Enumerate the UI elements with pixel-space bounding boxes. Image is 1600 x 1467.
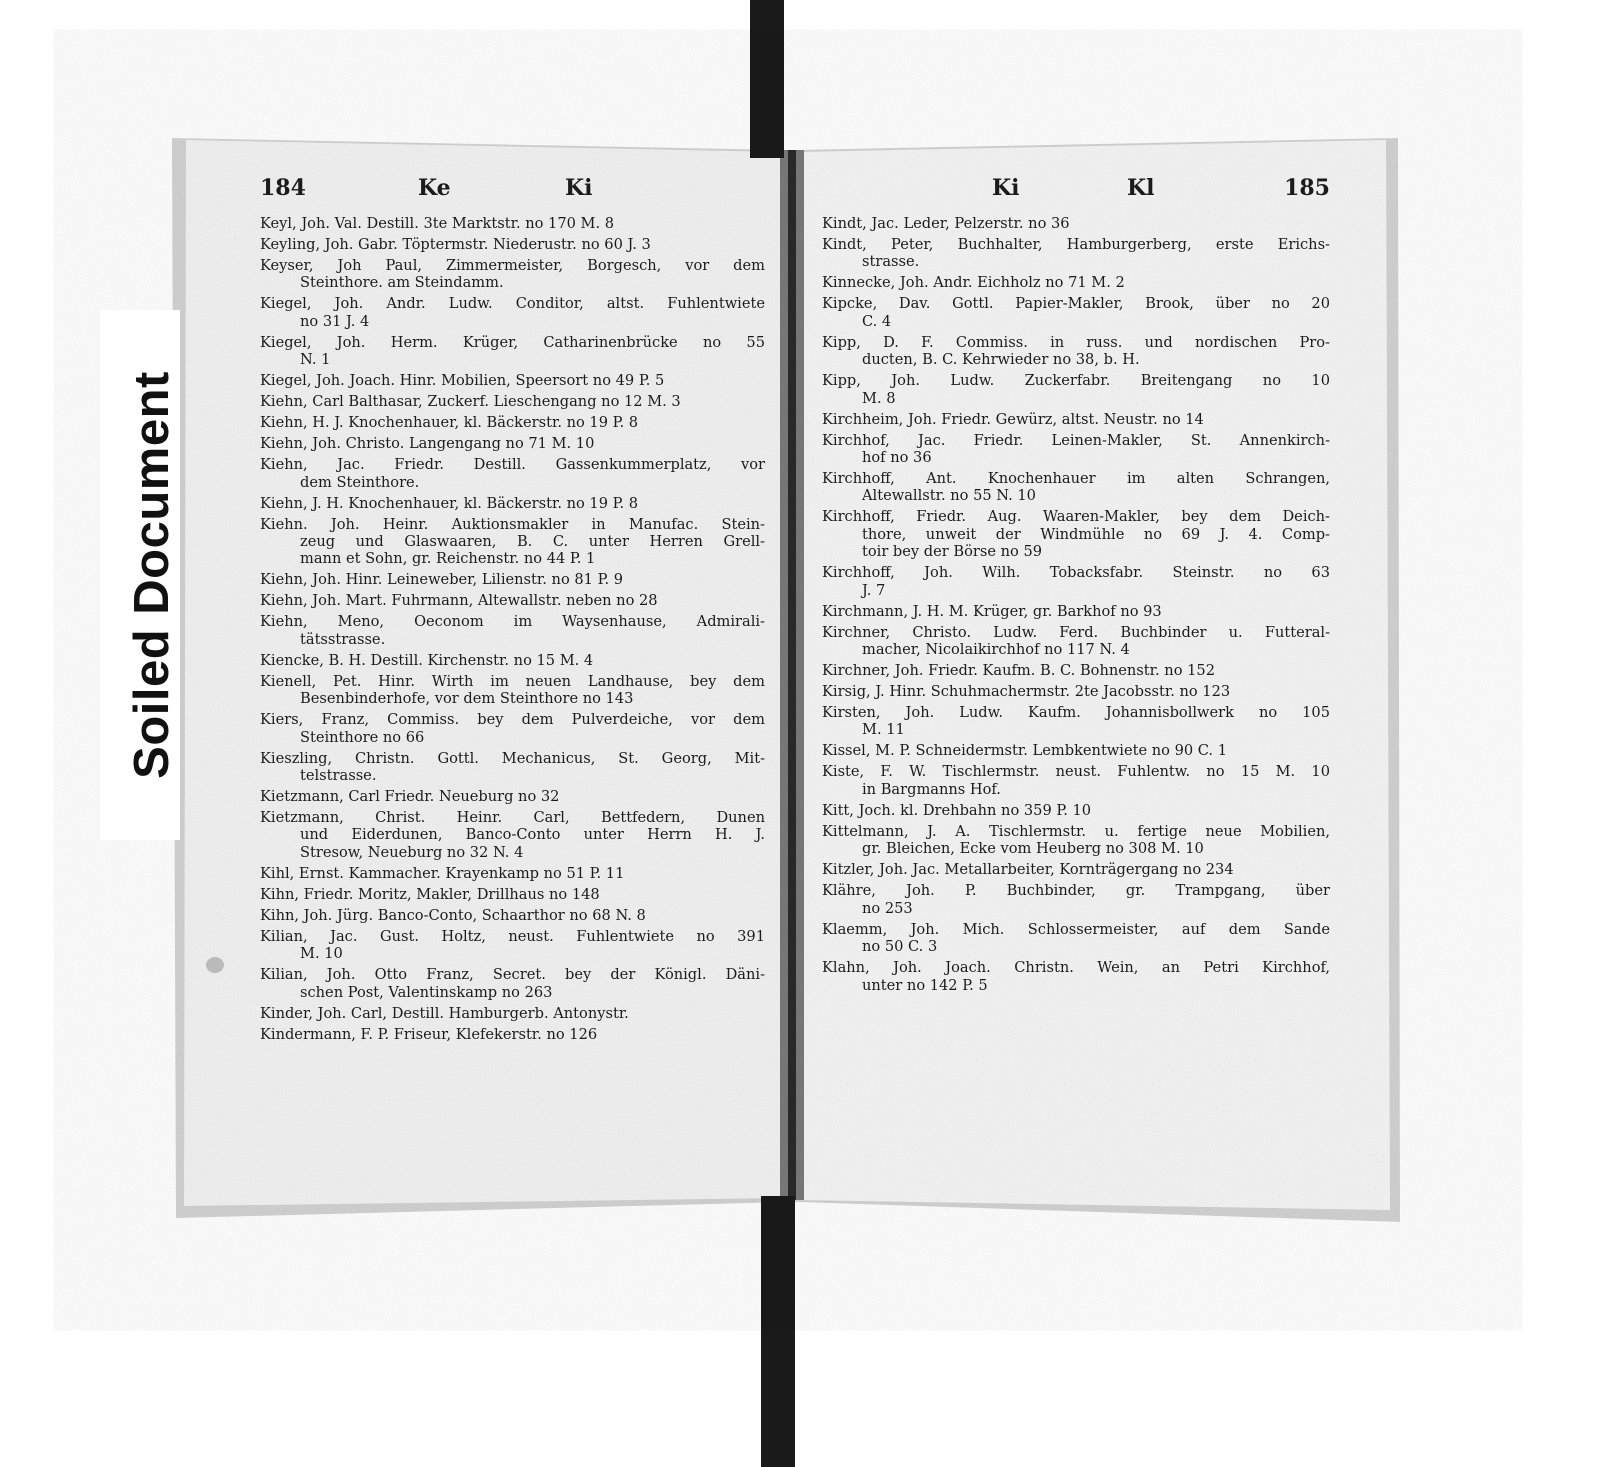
entry-line: Kindt, Peter, Buchhalter, Hamburgerberg, erste Erichs- [822,236,1330,253]
directory-entry [822,372,1330,407]
entry-line: Klaemm, Joh. Mich. Schlossermeister, auf dem Sande [822,920,1330,938]
directory-entry [822,236,1330,271]
directory-entry [822,742,1330,759]
entry-line: Kihn, Friedr. Moritz, Makler, Drillhaus no 148 [260,885,600,903]
entry-line: Kiehn, Carl Balthasar, Zuckerf. Lieschengang no 12 M. 3 [260,393,681,411]
entry-line: Kiegel, Joh. Joach. Hinr. Mobilien, Speersort no 49 P. 5 [260,372,665,390]
entry-line: Kipp, Joh. Ludw. Zuckerfabr. Breitengang no 10 [822,372,1330,390]
directory-entry [260,236,765,253]
directory-entry [260,1005,765,1022]
entry-continuation-line: M. 11 [862,721,905,739]
entry-continuation-line: hof no 36 [862,449,932,467]
entry-continuation-line: Besenbinderhofe, vor dem Steinthore no 143 [300,690,634,708]
entry-line: Kipcke, Dav. Gottl. Papier-Makler, Brook, über no 20 [822,295,1330,313]
entry-line: Kitt, Joch. kl. Drehbahn no 359 P. 10 [822,801,1092,819]
directory-entry [822,763,1330,798]
entry-continuation-line: J. 7 [862,581,886,599]
entry-line: Kirsig, J. Hinr. Schuhmachermstr. 2te Jacobsstr. no 123 [822,683,1231,701]
directory-entry [260,907,765,924]
directory-entry [822,470,1330,505]
entry-continuation-line: no 50 C. 3 [862,938,938,956]
entry-continuation-line: ducten, B. C. Kehrwieder no 38, b. H. [862,351,1140,369]
entry-line: Kiehn, Joh. Christo. Langengang no 71 M. 10 [260,435,595,453]
directory-entry [822,274,1330,291]
entry-line: Kiegel, Joh. Herm. Krüger, Catharinenbrücke no 55 [260,333,765,351]
stain-mark [206,957,224,973]
directory-entry [260,592,765,609]
directory-entry [260,1026,765,1043]
directory-entry [822,603,1330,620]
entry-continuation-line: telstrasse. [300,767,377,785]
entry-continuation-line: und Eiderdunen, Banco-Conto unter Herrn H. J. [300,826,765,844]
entry-line: Kirchhoff, Friedr. Aug. Waaren-Makler, bey dem Deich- [822,508,1330,526]
directory-entry [260,372,765,389]
entry-line: Kiehn, Joh. Mart. Fuhrmann, Altewallstr. neben no 28 [260,592,658,610]
left-page-header [260,165,765,215]
entry-line: Keyl, Joh. Val. Destill. 3te Marktstr. no 170 M. 8 [260,215,615,232]
entry-line: Kilian, Joh. Otto Franz, Secret. bey der Königl. Däni- [260,966,765,984]
entry-continuation-line: N. 1 [300,351,331,369]
entry-continuation-line: strasse. [862,253,920,271]
entry-line: Kieszling, Christn. Gottl. Mechanicus, St. Georg, Mit- [260,749,765,767]
entry-continuation-line: no 253 [862,899,913,917]
directory-entry [822,432,1330,467]
directory-entry [260,516,765,568]
directory-entry [260,393,765,410]
directory-entries-left [260,215,765,1043]
left-page-content [260,165,765,1047]
directory-entry [822,802,1330,819]
entry-continuation-line: M. 8 [862,389,896,407]
entry-continuation-line: macher, Nicolaikirchhof no 117 N. 4 [862,641,1130,659]
entry-continuation-line: toir bey der Börse no 59 [862,543,1043,561]
page-number-right: 185 [1284,175,1330,201]
directory-entry [260,295,765,330]
directory-entry [260,414,765,431]
entry-continuation-line: C. 4 [862,312,892,330]
directory-entry [822,683,1330,700]
entry-line: Kindermann, F. P. Friseur, Klefekerstr. no 126 [260,1025,598,1043]
entry-continuation-line: mann et Sohn, gr. Reichenstr. no 44 P. 1 [300,550,596,568]
guide-word-left-1: Ke [418,175,451,201]
directory-entry [260,495,765,512]
entry-line: Klahn, Joh. Joach. Christn. Wein, an Petri Kirchhof, [822,959,1330,977]
entry-line: Kiehn. Joh. Heinr. Auktionsmakler in Manufac. Stein- [260,515,765,533]
directory-entry [822,662,1330,679]
directory-entry [260,571,765,588]
entry-line: Kirchheim, Joh. Friedr. Gewürz, altst. Neustr. no 14 [822,410,1204,428]
entry-line: Kindt, Jac. Leder, Pelzerstr. no 36 [822,215,1070,232]
directory-entry [822,959,1330,994]
entry-line: Kilian, Jac. Gust. Holtz, neust. Fuhlentwiete no 391 [260,927,765,945]
directory-entry [822,704,1330,739]
directory-entry [260,334,765,369]
entry-line: Kinnecke, Joh. Andr. Eichholz no 71 M. 2 [822,274,1125,292]
entry-line: Kiehn, Jac. Friedr. Destill. Gassenkummerplatz, vor [260,456,765,474]
directory-entry [822,564,1330,599]
entry-line: Kirchhoff, Ant. Knochenhauer im alten Schrangen, [822,470,1330,488]
entry-line: Kirsten, Joh. Ludw. Kaufm. Johannisbollwerk no 105 [822,704,1330,722]
entry-line: Kirchhof, Jac. Friedr. Leinen-Makler, St. Annenkirch- [822,431,1330,449]
entry-line: Kinder, Joh. Carl, Destill. Hamburgerb. Antonystr. [260,1004,629,1022]
entry-continuation-line: Steinthore. am Steindamm. [300,274,504,292]
directory-entry [260,673,765,708]
entry-line: Kissel, M. P. Schneidermstr. Lembkentwiete no 90 C. 1 [822,742,1227,760]
entry-line: Kiehn, Joh. Hinr. Leineweber, Lilienstr. no 81 P. 9 [260,571,624,589]
directory-entry [260,788,765,805]
entry-continuation-line: gr. Bleichen, Ecke vom Heuberg no 308 M. 10 [862,840,1204,858]
entry-continuation-line: Stresow, Neueburg no 32 N. 4 [300,843,524,861]
soiled-document-stamp: Soiled Document [125,371,179,779]
entry-line: Kitzler, Joh. Jac. Metallarbeiter, Kornträgergang no 234 [822,861,1234,879]
entry-line: Kirchner, Christo. Ludw. Ferd. Buchbinder u. Futteral- [822,623,1330,641]
entry-continuation-line: schen Post, Valentinskamp no 263 [300,983,553,1001]
page-number-left: 184 [260,175,306,201]
directory-entry [822,411,1330,428]
directory-entry [260,711,765,746]
guide-word-right-1: Ki [992,175,1020,201]
entry-line: Kirchmann, J. H. M. Krüger, gr. Barkhof no 93 [822,602,1162,620]
entry-line: Kiegel, Joh. Andr. Ludw. Conditor, altst. Fuhlentwiete [260,295,765,313]
entry-line: Keyser, Joh Paul, Zimmermeister, Borgesch, vor dem [260,257,765,274]
directory-entry [260,652,765,669]
right-page-header [822,165,1330,215]
directory-entry [822,334,1330,369]
directory-entry [260,928,765,963]
directory-entry [260,435,765,452]
entry-continuation-line: tätsstrasse. [300,630,386,648]
entry-continuation-line: zeug und Glaswaaren, B. C. unter Herren Grell- [300,533,765,551]
entry-line: Kirchhoff, Joh. Wilh. Tobacksfabr. Steinstr. no 63 [822,564,1330,582]
directory-entry [260,257,765,292]
directory-entry [822,823,1330,858]
entry-line: Kiehn, J. H. Knochenhauer, kl. Bäckerstr. no 19 P. 8 [260,494,639,512]
right-page-content [822,165,1330,998]
directory-entry [260,456,765,491]
entry-line: Kienell, Pet. Hinr. Wirth im neuen Landhause, bey dem [260,672,765,690]
directory-entry [822,508,1330,560]
entry-line: Kietzmann, Carl Friedr. Neueburg no 32 [260,788,560,806]
entry-continuation-line: M. 10 [300,945,343,963]
entry-continuation-line: dem Steinthore. [300,473,420,491]
entry-line: Kipp, D. F. Commiss. in russ. und nordischen Pro- [822,333,1330,351]
entry-line: Kiehn, Meno, Oeconom im Waysenhause, Admirali- [260,613,765,631]
binding-strip-top [750,0,784,158]
directory-entry [260,750,765,785]
directory-entries-right [822,215,1330,994]
directory-entry [260,613,765,648]
directory-entry [260,215,765,232]
directory-entry [822,624,1330,659]
entry-continuation-line: in Bargmanns Hof. [862,780,1001,798]
entry-continuation-line: unter no 142 P. 5 [862,976,988,994]
directory-entry [260,966,765,1001]
entry-continuation-line: Altewallstr. no 55 N. 10 [862,487,1036,505]
directory-entry [260,865,765,882]
entry-line: Kietzmann, Christ. Heinr. Carl, Bettfedern, Dunen [260,809,765,827]
directory-entry [260,886,765,903]
directory-entry [822,295,1330,330]
entry-continuation-line: thore, unweit der Windmühle no 69 J. 4. Comp- [862,525,1330,543]
entry-line: Kiencke, B. H. Destill. Kirchenstr. no 15 M. 4 [260,651,594,669]
guide-word-left-2: Ki [565,175,593,201]
entry-line: Kiste, F. W. Tischlermstr. neust. Fuhlentw. no 15 M. 10 [822,763,1330,781]
entry-line: Kiers, Franz, Commiss. bey dem Pulverdeiche, vor dem [260,711,765,729]
entry-continuation-line: Steinthore no 66 [300,728,425,746]
entry-line: Kittelmann, J. A. Tischlermstr. u. fertige neue Mobilien, [822,822,1330,840]
guide-word-right-2: Kl [1127,175,1155,201]
entry-line: Kiehn, H. J. Knochenhauer, kl. Bäckerstr. no 19 P. 8 [260,414,639,432]
entry-line: Kirchner, Joh. Friedr. Kaufm. B. C. Bohnenstr. no 152 [822,662,1215,680]
binding-strip-bottom [761,1196,795,1467]
entry-line: Kihn, Joh. Jürg. Banco-Conto, Schaarthor no 68 N. 8 [260,906,646,924]
directory-entry [822,215,1330,232]
directory-entry [822,921,1330,956]
entry-line: Klähre, Joh. P. Buchbinder, gr. Trampgang, über [822,882,1330,900]
directory-entry [260,809,765,861]
directory-entry [822,861,1330,878]
entry-line: Keyling, Joh. Gabr. Töptermstr. Niederustr. no 60 J. 3 [260,236,651,253]
entry-line: Kihl, Ernst. Kammacher. Krayenkamp no 51 P. 11 [260,864,625,882]
directory-entry [822,882,1330,917]
entry-continuation-line: no 31 J. 4 [300,312,370,330]
